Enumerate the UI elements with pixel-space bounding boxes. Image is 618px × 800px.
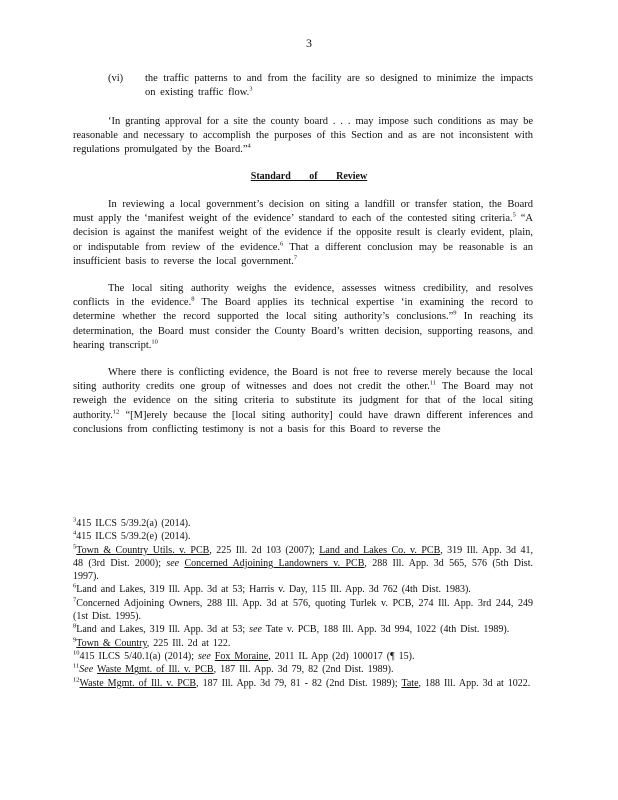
section-heading: Standard of Review — [250, 171, 368, 182]
footnote-11: $^{11}$See Waste Mgmt. of Ill. v. PCB, 187 Ill. App. 3d 79, 82 (2nd Dist. 1989). — [73, 662, 394, 676]
item-text: the traffic patterns to and from the facility are so designed to minimize the impacts on existing traffic flow.$^3$ — [145, 73, 533, 99]
footnote-8: $^8$Land and Lakes, 319 Ill. App. 3d at 53; see Tate v. PCB, 188 Ill. App. 3d 994, 1022 (4th Dist. 1989). — [73, 623, 510, 636]
footnotes — [73, 517, 533, 690]
footnote-7: $^7$Concerned Adjoining Owners, 288 Ill. App. 3d at 576, quoting Turlek v. PCB, 274 Ill. App. 3rd 244, 249 (1st Dist. 1995). — [73, 596, 533, 623]
footnote-10: $^{10}$415 ILCS 5/40.1(a) (2014); see Fox Moraine, 2011 IL App (2d) 100017 (¶ 15). — [73, 649, 415, 662]
footnote-6: $^6$Land and Lakes, 319 Ill. App. 3d at 53; Harris v. Day, 115 Ill. App. 3d 762 (4th Dist. 1983). — [73, 583, 471, 596]
paragraph-1: In reviewing a local government’s decision on siting a landfill or transfer station, the Board must apply the ‘manifest weight of the evidence’ standard to each of the contested siting criteria.$^5$ “A decision is against the manifest weight of the evidence if the opposite result is clearly evident, plain, or indisputable from review of the evidence.$^6$ That a different conclusion may be reasonable is an insufficient basis to reverse the local government.$^7$ — [73, 199, 533, 267]
paragraph-2: The local siting authority weighs the evidence, assesses witness credibility, and resolves conflicts in the evidence.$^8$ The Board applies its technical expertise ‘in examining the record to determine whether the record supported the local siting authority’s conclusions.”$^9$ In reaching its determination, the Board must consider the County Board’s written decision, supporting reasons, and hearing transcript.$^{10}$ — [73, 283, 534, 351]
footnote-4: $^4$415 ILCS 5/39.2(e) (2014). — [73, 529, 191, 543]
footnote-9: $^9$Town & Country, 225 Ill. 2d at 122. — [73, 636, 231, 649]
item-label: (vi) — [108, 73, 124, 84]
footnote-3: $^3$415 ILCS 5/39.2(a) (2014). — [73, 516, 191, 529]
footnote-5: $^5$Town & Country Utils. v. PCB, 225 Ill. 2d 103 (2007); Land and Lakes Co. v. PCB, 319 Ill. App. 3d 41, 48 (3rd Dist. 2000); see Concerned Adjoining Landowners v. PCB, 288 Ill. App. 3d 565, 576 (5th Dist. 1997). — [73, 543, 533, 583]
paragraph-3: Where there is conflicting evidence, the Board is not free to reverse merely because the local siting authority credits one group of witnesses and does not credit the other.$^{11}$ The Board may not reweigh the evidence on the siting criteria to substitute its judgment for that of the local siting authority.$^{12}$ “[M]erely because the [local siting authority] could have drawn different inferences and conclusions from conflicting testimony is not a basis for this Board to reverse the — [73, 367, 534, 435]
statute-quote: ‘In granting approval for a site the county board . . . may impose such conditions as may be reasonable and necessary to accomplish the purposes of this Section and as are not inconsistent with regulations promulgated by the Board.”$^4$ — [73, 116, 533, 156]
page-number: 3 — [306, 36, 312, 50]
footnote-12: $^{12}$Waste Mgmt. of Ill. v. PCB, 187 Ill. App. 3d 79, 81 - 82 (2nd Dist. 1989); Tate, 188 Ill. App. 3d at 1022. — [73, 676, 531, 689]
